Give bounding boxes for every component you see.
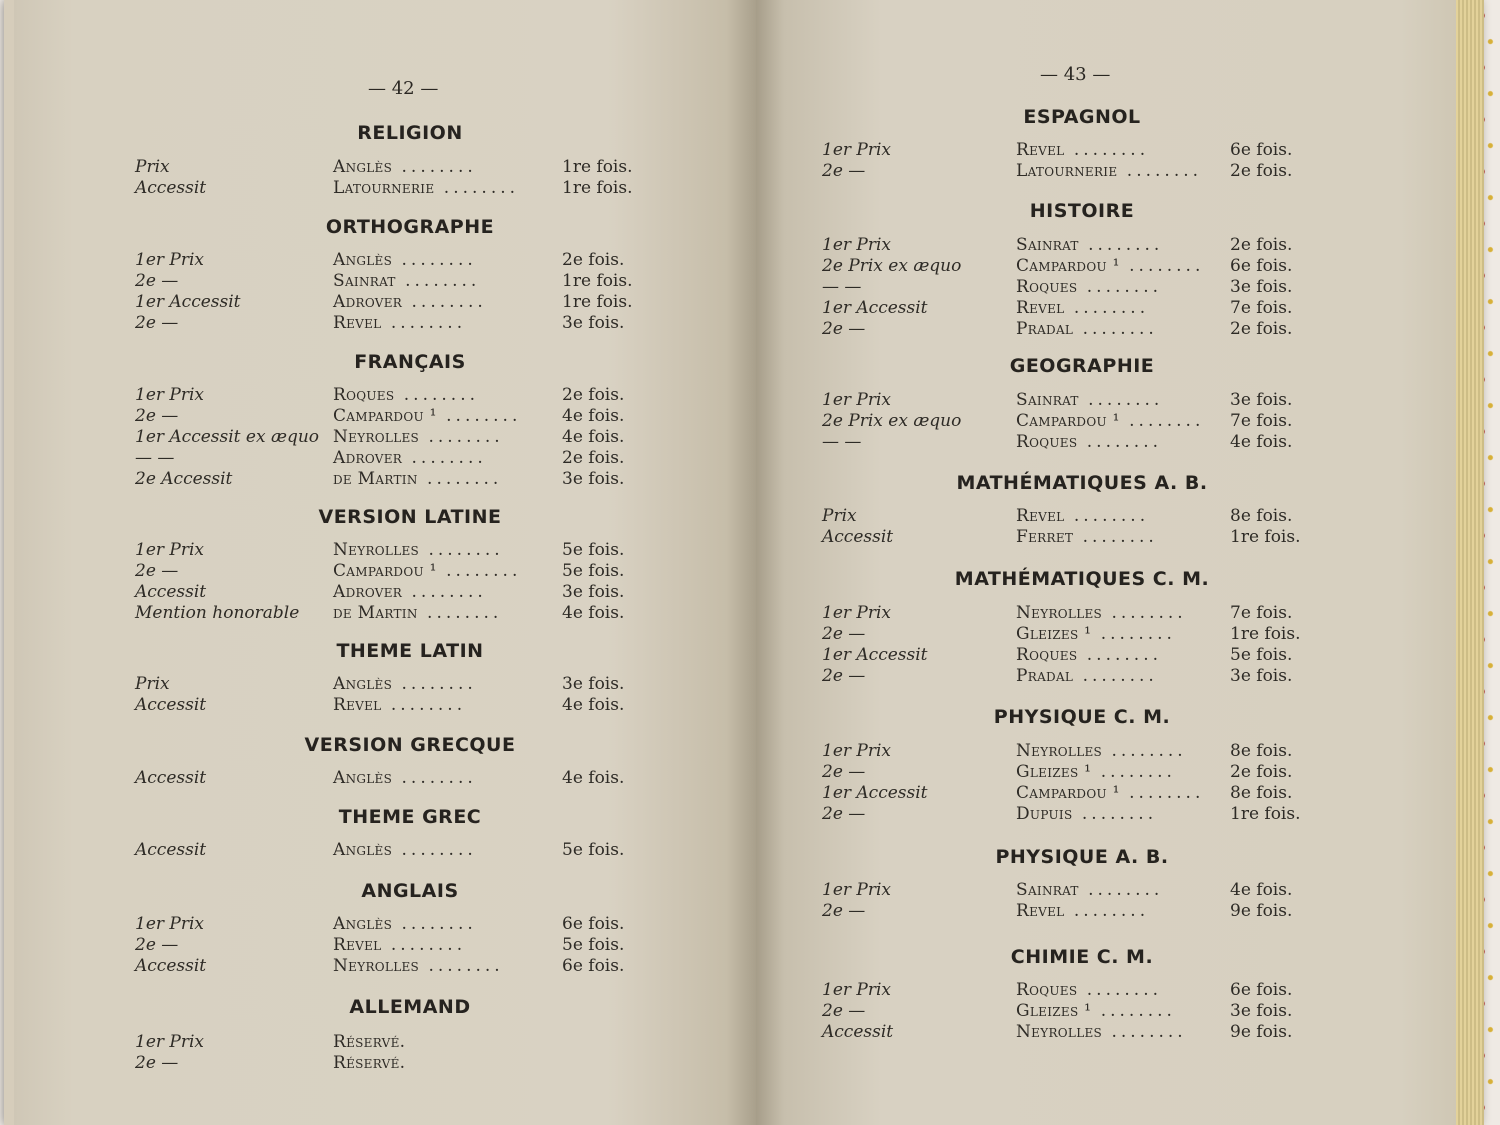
times-count: 1re fois. — [562, 178, 633, 198]
section-title: RELIGION — [357, 122, 463, 144]
section-title: PHYSIQUE A. B. — [995, 846, 1169, 868]
times-count: 2e fois. — [562, 385, 625, 405]
dot-leader: ........ — [434, 178, 520, 198]
dot-leader: ........ — [1073, 527, 1158, 547]
award-label: 1er Prix — [822, 140, 891, 160]
dot-leader: ........ — [392, 840, 477, 860]
page-edges — [1456, 0, 1484, 1125]
student-name: Neyrolles ........ — [333, 427, 504, 447]
dot-leader: ........ — [417, 469, 503, 489]
prize-row — [135, 840, 642, 861]
award-label: Accessit — [822, 1022, 894, 1042]
award-label: 1er Prix — [135, 1032, 204, 1052]
student-name: Roques ........ — [1016, 645, 1163, 665]
times-count: 2e fois. — [562, 250, 625, 270]
times-count: 4e fois. — [562, 406, 625, 426]
prize-row — [135, 603, 642, 624]
times-count: 1re fois. — [562, 292, 633, 312]
award-label: 1er Prix — [822, 390, 891, 410]
prize-row — [135, 935, 642, 956]
award-label: 2e — — [822, 804, 866, 824]
student-name: Adrover ........ — [333, 582, 487, 602]
award-label: 1er Prix — [135, 385, 204, 405]
student-name: Anglès ........ — [333, 768, 477, 788]
award-label: Prix — [135, 157, 170, 177]
student-name: Revel ........ — [333, 313, 467, 333]
section-title: CHIMIE C. M. — [1010, 946, 1154, 968]
prize-row — [135, 561, 642, 582]
prize-row — [135, 406, 642, 427]
times-count: 5e fois. — [1230, 645, 1293, 665]
award-label: 1er Accessit — [822, 783, 928, 803]
times-count: 1re fois. — [562, 271, 633, 291]
student-name: Revel ........ — [333, 695, 467, 715]
student-name: Pradal ........ — [1016, 319, 1158, 339]
student-name: Revel ........ — [1016, 901, 1150, 921]
prize-row — [135, 956, 642, 977]
section-title: ANGLAIS — [361, 880, 459, 902]
student-name: Latournerie ........ — [333, 178, 520, 198]
student-name: Sainrat ........ — [333, 271, 481, 291]
times-count: 3e fois. — [1230, 277, 1293, 297]
award-label: 2e — — [135, 935, 179, 955]
times-count: 7e fois. — [1230, 603, 1293, 623]
prize-row — [822, 666, 1310, 687]
prize-row — [822, 390, 1310, 411]
dot-leader: ........ — [1119, 411, 1205, 431]
award-label: Prix — [822, 506, 857, 526]
student-name: Neyrolles ........ — [333, 956, 504, 976]
student-name: Pradal ........ — [1016, 666, 1158, 686]
prize-row — [822, 762, 1310, 783]
award-label: 2e — — [135, 313, 179, 333]
award-label: 2e Prix ex æquo — [822, 411, 962, 431]
section-title: PHYSIQUE C. M. — [993, 706, 1171, 728]
times-count: 3e fois. — [562, 469, 625, 489]
award-label: 2e — — [135, 1053, 179, 1073]
dot-leader: ........ — [392, 768, 477, 788]
times-count: 5e fois. — [562, 840, 625, 860]
prize-row — [822, 319, 1310, 340]
student-name: Neyrolles ........ — [333, 540, 504, 560]
student-name: Dupuis ........ — [1016, 804, 1158, 824]
section-title: ALLEMAND — [349, 996, 471, 1018]
student-name: Campardou ¹ ........ — [333, 561, 522, 581]
prize-row — [822, 980, 1310, 1001]
dot-leader: ........ — [1077, 277, 1163, 297]
dot-leader: ........ — [1102, 603, 1187, 623]
prize-row — [822, 901, 1310, 922]
prize-row — [135, 427, 642, 448]
prize-row — [822, 411, 1310, 432]
times-count: 5e fois. — [562, 540, 625, 560]
student-name: Anglès ........ — [333, 157, 477, 177]
award-label: 1er Prix — [822, 880, 891, 900]
award-label: 2e — — [822, 901, 866, 921]
times-count: 5e fois. — [562, 561, 625, 581]
times-count: 6e fois. — [562, 956, 625, 976]
times-count: 3e fois. — [1230, 1001, 1293, 1021]
dot-leader: ........ — [381, 695, 467, 715]
student-name: Latournerie ........ — [1016, 161, 1203, 181]
award-label: 1er Prix — [822, 235, 891, 255]
dot-leader: ........ — [436, 561, 522, 581]
times-count: 9e fois. — [1230, 901, 1293, 921]
prize-row — [822, 161, 1310, 182]
dot-leader: ........ — [1091, 624, 1176, 644]
student-name: Neyrolles ........ — [1016, 1022, 1187, 1042]
section-title: MATHÉMATIQUES C. M. — [954, 568, 1210, 590]
dot-leader: ........ — [1064, 140, 1150, 160]
award-label: 2e Prix ex æquo — [822, 256, 962, 276]
prize-row — [135, 292, 642, 313]
student-name: Neyrolles ........ — [1016, 603, 1187, 623]
dot-leader: ........ — [1117, 161, 1203, 181]
dot-leader: ........ — [392, 674, 477, 694]
award-label: 2e — — [135, 271, 179, 291]
student-name: Réservé. — [333, 1053, 406, 1073]
student-name: Gleizes ¹ ........ — [1016, 1001, 1176, 1021]
student-name: Anglès ........ — [333, 840, 477, 860]
times-count: 2e fois. — [1230, 762, 1293, 782]
section-title: ESPAGNOL — [1023, 106, 1141, 128]
dot-leader: ........ — [402, 292, 487, 312]
section-title: HISTOIRE — [1029, 200, 1135, 222]
dot-leader: ........ — [392, 157, 477, 177]
section-title: THEME GREC — [338, 806, 482, 828]
prize-row — [135, 313, 642, 334]
dot-leader: ........ — [419, 427, 504, 447]
section-title: GEOGRAPHIE — [1009, 355, 1155, 377]
times-count: 7e fois. — [1230, 298, 1293, 318]
prize-row — [822, 783, 1310, 804]
times-count: 3e fois. — [562, 313, 625, 333]
dot-leader: ........ — [392, 250, 477, 270]
section-title: VERSION LATINE — [318, 506, 502, 528]
times-count: 2e fois. — [562, 448, 625, 468]
prize-row — [135, 469, 642, 490]
prize-row — [822, 741, 1310, 762]
dot-leader: ........ — [1102, 741, 1187, 761]
award-label: 2e Accessit — [135, 469, 233, 489]
award-label: 2e — — [822, 1001, 866, 1021]
times-count: 7e fois. — [1230, 411, 1293, 431]
dot-leader: ........ — [1064, 506, 1150, 526]
student-name: Ferret ........ — [1016, 527, 1158, 547]
prize-row — [135, 1053, 642, 1074]
prize-row — [822, 140, 1310, 161]
award-label: 2e — — [135, 406, 179, 426]
award-label: Prix — [135, 674, 170, 694]
award-label: Accessit — [135, 582, 207, 602]
award-label: Accessit — [135, 956, 207, 976]
award-label: 2e — — [822, 161, 866, 181]
student-name: Anglès ........ — [333, 250, 477, 270]
prize-row — [822, 1001, 1310, 1022]
times-count: 3e fois. — [1230, 666, 1293, 686]
prize-row — [822, 277, 1310, 298]
student-name: Campardou ¹ ........ — [1016, 411, 1205, 431]
award-label: Accessit — [135, 695, 207, 715]
student-name: Revel ........ — [1016, 506, 1150, 526]
award-label: Accessit — [135, 178, 207, 198]
times-count: 3e fois. — [562, 674, 625, 694]
dot-leader: ........ — [402, 448, 487, 468]
prize-row — [822, 256, 1310, 277]
times-count: 2e fois. — [1230, 235, 1293, 255]
prize-row — [822, 527, 1310, 548]
student-name: Roques ........ — [1016, 980, 1163, 1000]
award-label: 1er Prix — [822, 603, 891, 623]
student-name: Roques ........ — [1016, 277, 1163, 297]
times-count: 3e fois. — [562, 582, 625, 602]
dot-leader: ........ — [1078, 390, 1164, 410]
times-count: 4e fois. — [562, 768, 625, 788]
award-label: 1er Prix — [135, 540, 204, 560]
award-label: 2e — — [822, 319, 866, 339]
prize-row — [135, 914, 642, 935]
dot-leader: ........ — [1073, 319, 1158, 339]
dot-leader: ........ — [417, 603, 503, 623]
student-name: Anglès ........ — [333, 674, 477, 694]
student-name: Anglès ........ — [333, 914, 477, 934]
page-number: — 42 — — [368, 78, 439, 99]
prize-row — [135, 674, 642, 695]
dot-leader: ........ — [1064, 298, 1150, 318]
times-count: 4e fois. — [1230, 880, 1293, 900]
student-name: Gleizes ¹ ........ — [1016, 624, 1176, 644]
dot-leader: ........ — [419, 540, 504, 560]
student-name: Revel ........ — [1016, 140, 1150, 160]
dot-leader: ........ — [1064, 901, 1150, 921]
student-name: Gleizes ¹ ........ — [1016, 762, 1176, 782]
prize-row — [135, 385, 642, 406]
student-name: de Martin ........ — [333, 603, 503, 623]
dot-leader: ........ — [1078, 235, 1164, 255]
times-count: 6e fois. — [1230, 256, 1293, 276]
award-label: 2e — — [822, 666, 866, 686]
prize-row — [822, 432, 1310, 453]
dot-leader: ........ — [1091, 762, 1176, 782]
prize-row — [822, 880, 1310, 901]
dot-leader: ........ — [436, 406, 522, 426]
times-count: 6e fois. — [1230, 980, 1293, 1000]
section-title: THEME LATIN — [336, 640, 484, 662]
section-title: ORTHOGRAPHE — [325, 216, 495, 238]
student-name: de Martin ........ — [333, 469, 503, 489]
dot-leader: ........ — [394, 385, 480, 405]
award-label: — — — [822, 277, 862, 297]
section-title: VERSION GRECQUE — [304, 734, 516, 756]
student-name: Neyrolles ........ — [1016, 741, 1187, 761]
dot-leader: ........ — [381, 313, 467, 333]
times-count: 6e fois. — [562, 914, 625, 934]
times-count: 2e fois. — [1230, 319, 1293, 339]
prize-row — [135, 448, 642, 469]
student-name: Adrover ........ — [333, 448, 487, 468]
times-count: 1re fois. — [562, 157, 633, 177]
prize-row — [822, 235, 1310, 256]
dot-leader: ........ — [1091, 1001, 1176, 1021]
prize-row — [135, 768, 642, 789]
student-name: Revel ........ — [333, 935, 467, 955]
dot-leader: ........ — [1073, 666, 1158, 686]
prize-row — [822, 624, 1310, 645]
award-label: Accessit — [822, 527, 894, 547]
prize-row — [135, 271, 642, 292]
times-count: 8e fois. — [1230, 741, 1293, 761]
dot-leader: ........ — [1077, 432, 1163, 452]
prize-row — [135, 1032, 642, 1053]
dot-leader: ........ — [1119, 256, 1205, 276]
dot-leader: ........ — [1078, 880, 1164, 900]
times-count: 1re fois. — [1230, 527, 1301, 547]
award-label: 2e — — [822, 762, 866, 782]
prize-row — [135, 178, 642, 199]
prize-row — [135, 250, 642, 271]
award-label: 1er Prix — [822, 980, 891, 1000]
award-label: 1er Accessit — [135, 292, 241, 312]
student-name: Adrover ........ — [333, 292, 487, 312]
student-name: Revel ........ — [1016, 298, 1150, 318]
dot-leader: ........ — [1102, 1022, 1187, 1042]
dot-leader: ........ — [1077, 980, 1163, 1000]
dot-leader: ........ — [1072, 804, 1158, 824]
student-name: Sainrat ........ — [1016, 390, 1164, 410]
award-label: 1er Accessit — [822, 298, 928, 318]
times-count: 1re fois. — [1230, 804, 1301, 824]
prize-row — [822, 645, 1310, 666]
prize-row — [822, 804, 1310, 825]
award-label: 1er Prix — [822, 741, 891, 761]
award-label: 1er Accessit ex æquo — [135, 427, 320, 447]
award-label: 1er Prix — [135, 250, 204, 270]
times-count: 2e fois. — [1230, 161, 1293, 181]
dot-leader: ........ — [419, 956, 504, 976]
student-name: Campardou ¹ ........ — [333, 406, 522, 426]
times-count: 8e fois. — [1230, 783, 1293, 803]
student-name: Campardou ¹ ........ — [1016, 256, 1205, 276]
prize-row — [135, 157, 642, 178]
award-label: — — — [135, 448, 175, 468]
award-label: 2e — — [822, 624, 866, 644]
prize-row — [135, 540, 642, 561]
student-name: Réservé. — [333, 1032, 406, 1052]
times-count: 5e fois. — [562, 935, 625, 955]
page-number: — 43 — — [1040, 64, 1111, 85]
times-count: 4e fois. — [562, 695, 625, 715]
times-count: 3e fois. — [1230, 390, 1293, 410]
award-label: Accessit — [135, 840, 207, 860]
award-label: 1er Prix — [135, 914, 204, 934]
dot-leader: ........ — [402, 582, 487, 602]
dot-leader: ........ — [1119, 783, 1205, 803]
award-label: 2e — — [135, 561, 179, 581]
times-count: 4e fois. — [1230, 432, 1293, 452]
student-name: Roques ........ — [333, 385, 480, 405]
dot-leader: ........ — [1077, 645, 1163, 665]
times-count: 4e fois. — [562, 427, 625, 447]
award-label: Mention honorable — [135, 603, 300, 623]
dot-leader: ........ — [381, 935, 467, 955]
prize-row — [822, 506, 1310, 527]
prize-row — [822, 603, 1310, 624]
student-name: Sainrat ........ — [1016, 880, 1164, 900]
award-label: Accessit — [135, 768, 207, 788]
times-count: 9e fois. — [1230, 1022, 1293, 1042]
prize-row — [135, 695, 642, 716]
prize-row — [822, 1022, 1310, 1043]
times-count: 4e fois. — [562, 603, 625, 623]
times-count: 1re fois. — [1230, 624, 1301, 644]
section-title: MATHÉMATIQUES A. B. — [956, 472, 1208, 494]
times-count: 6e fois. — [1230, 140, 1293, 160]
student-name: Campardou ¹ ........ — [1016, 783, 1205, 803]
prize-row — [135, 582, 642, 603]
times-count: 8e fois. — [1230, 506, 1293, 526]
award-label: 1er Accessit — [822, 645, 928, 665]
prize-row — [822, 298, 1310, 319]
dot-leader: ........ — [395, 271, 481, 291]
award-label: — — — [822, 432, 862, 452]
section-title: FRANÇAIS — [354, 351, 466, 373]
dot-leader: ........ — [392, 914, 477, 934]
student-name: Roques ........ — [1016, 432, 1163, 452]
student-name: Sainrat ........ — [1016, 235, 1164, 255]
